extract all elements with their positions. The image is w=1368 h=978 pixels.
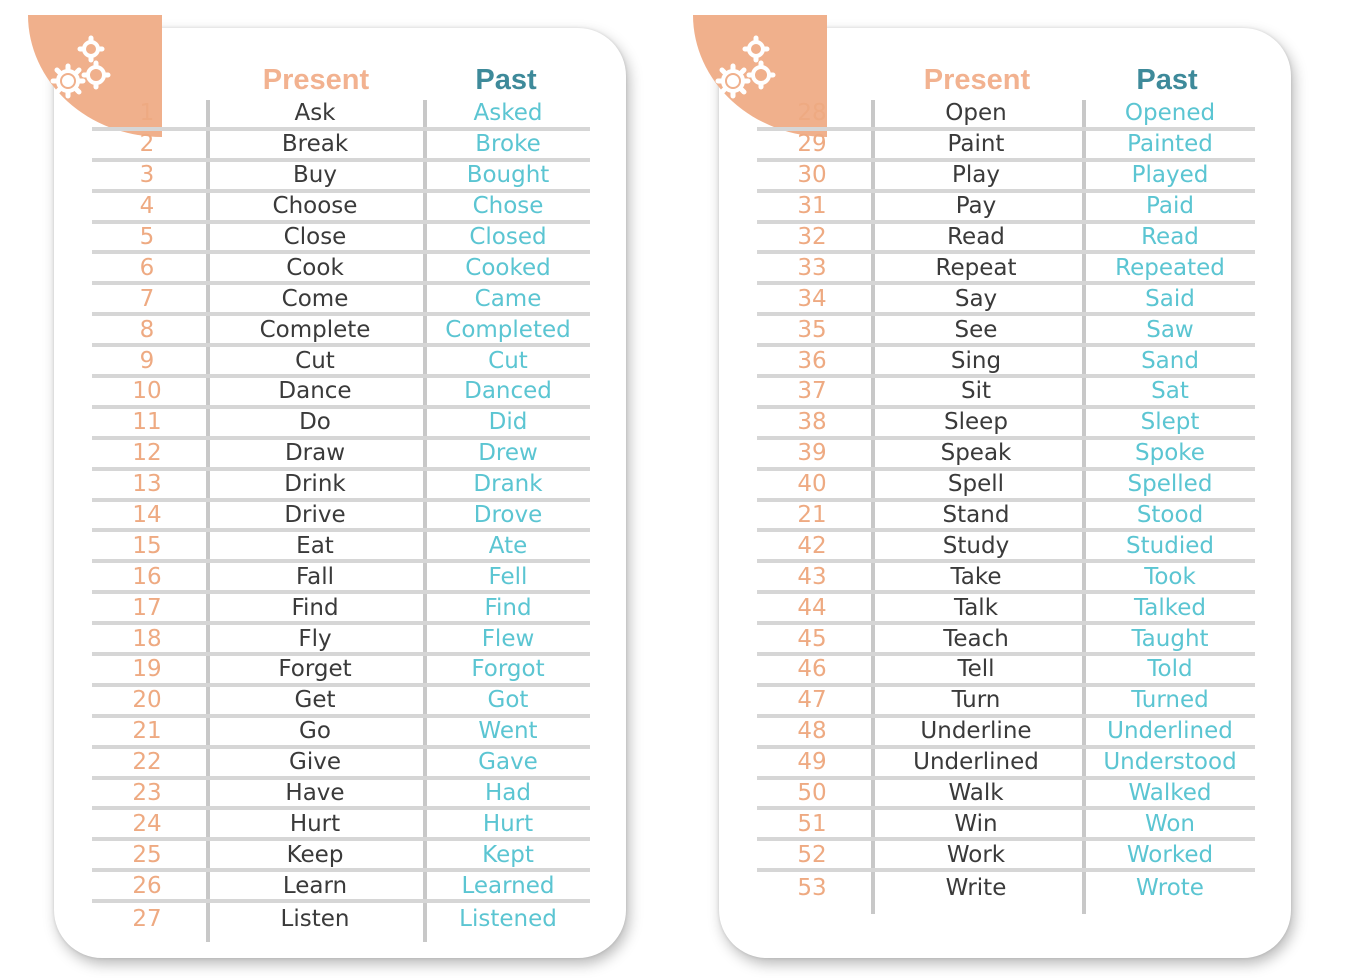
past-verb: Repeated [1115, 254, 1225, 281]
table-row [92, 502, 590, 533]
past-verb: Closed [469, 224, 547, 250]
table-row [92, 378, 590, 409]
table-row [757, 378, 1255, 409]
table-row [92, 625, 590, 656]
present-verb: Eat [296, 532, 334, 559]
row-number: 3 [139, 162, 155, 189]
row-number: 35 [797, 316, 827, 343]
past-verb: Told [1147, 656, 1193, 683]
table-row [757, 749, 1255, 780]
row-number: 16 [132, 563, 162, 590]
present-verb: Draw [284, 440, 346, 467]
row-number: 8 [139, 316, 155, 343]
present-verb: Sleep [944, 409, 1008, 436]
past-verb: Danced [464, 378, 552, 405]
present-verb: See [954, 316, 998, 343]
row-number: 15 [132, 532, 162, 559]
row-number: 31 [797, 193, 827, 220]
present-verb: Close [283, 224, 347, 250]
past-verb: Cut [488, 347, 528, 374]
present-verb: Repeat [935, 254, 1017, 281]
past-verb: Came [474, 285, 542, 312]
table-row [92, 316, 590, 347]
row-number: 11 [132, 409, 162, 436]
present-verb: Sit [960, 378, 991, 405]
past-verb: Stood [1136, 502, 1204, 529]
past-verb: Slept [1140, 409, 1200, 436]
past-verb: Sand [1141, 347, 1199, 374]
past-verb: Painted [1127, 131, 1213, 158]
table-row [757, 471, 1255, 502]
row-number: 18 [132, 625, 162, 652]
table-row [757, 563, 1255, 594]
present-verb: Write [945, 874, 1007, 901]
table-row [757, 594, 1255, 625]
table-row [757, 162, 1255, 193]
present-verb: Speak [940, 440, 1012, 467]
present-verb: Find [291, 594, 339, 621]
present-verb: Do [299, 409, 331, 436]
header-present: Present [262, 64, 370, 96]
present-verb: Talk [953, 594, 999, 621]
present-verb: Win [954, 810, 998, 837]
past-verb: Chose [472, 193, 544, 220]
present-verb: Keep [286, 841, 344, 868]
present-verb: Play [952, 162, 1000, 189]
row-number: 12 [132, 440, 162, 467]
past-verb: Drank [473, 471, 543, 498]
past-verb: Fell [488, 563, 528, 590]
row-number: 21 [132, 718, 162, 745]
present-verb: Choose [272, 193, 358, 220]
verb-table-right [757, 100, 1255, 903]
row-number: 5 [139, 224, 155, 250]
table-row [757, 872, 1255, 903]
present-verb: Tell [957, 656, 995, 683]
gears-icon [711, 31, 791, 111]
present-verb: Buy [293, 162, 337, 189]
table-row [92, 254, 590, 285]
present-verb: Give [289, 749, 341, 776]
past-verb: Worked [1126, 841, 1214, 868]
row-number: 7 [139, 285, 155, 312]
present-verb: Drive [284, 502, 346, 529]
present-verb: Listen [280, 905, 350, 932]
past-verb: Turned [1131, 687, 1209, 714]
present-verb: Break [281, 131, 349, 158]
present-verb: Cut [295, 347, 335, 374]
table-row [92, 718, 590, 749]
past-verb: Took [1144, 563, 1196, 590]
present-verb: Walk [948, 780, 1004, 807]
table-row [757, 780, 1255, 811]
row-number: 47 [797, 687, 827, 714]
present-verb: Take [950, 563, 1002, 590]
table-row [92, 780, 590, 811]
past-verb: Sat [1151, 378, 1189, 405]
present-verb: Work [946, 841, 1006, 868]
table-row [92, 810, 590, 841]
row-number: 9 [139, 347, 155, 374]
row-number: 46 [797, 656, 827, 683]
present-verb: Get [294, 687, 336, 714]
row-number: 49 [797, 749, 827, 776]
past-verb: Wrote [1136, 874, 1204, 901]
past-verb: Find [484, 594, 532, 621]
row-number: 43 [797, 563, 827, 590]
present-verb: Spell [947, 471, 1005, 498]
row-number: 24 [132, 810, 162, 837]
table-row [757, 131, 1255, 162]
row-number: 13 [132, 471, 162, 498]
past-verb: Got [487, 687, 529, 714]
present-verb: Underline [920, 718, 1032, 745]
row-number: 14 [132, 502, 162, 529]
present-verb: Go [299, 718, 331, 745]
table-row [92, 471, 590, 502]
row-number: 2 [139, 131, 155, 158]
past-verb: Had [485, 780, 531, 807]
present-verb: Say [954, 285, 998, 312]
row-number: 27 [132, 905, 162, 932]
table-row [92, 563, 590, 594]
past-verb: Taught [1131, 625, 1209, 652]
table-row [757, 347, 1255, 378]
row-number: 1 [139, 100, 155, 127]
past-verb: Ate [488, 532, 528, 559]
row-number: 26 [132, 872, 162, 899]
past-verb: Cooked [465, 254, 551, 281]
table-row [92, 841, 590, 872]
past-verb: Opened [1124, 100, 1216, 127]
row-number: 25 [132, 841, 162, 868]
table-row [92, 749, 590, 780]
past-verb: Played [1131, 162, 1209, 189]
past-verb: Walked [1128, 780, 1212, 807]
past-verb: Read [1141, 224, 1199, 250]
row-number: 10 [132, 378, 162, 405]
present-verb: Stand [942, 502, 1010, 529]
past-verb: Listened [459, 905, 557, 932]
row-number: 53 [797, 874, 827, 901]
present-verb: Hurt [289, 810, 341, 837]
present-verb: Come [281, 285, 349, 312]
table-row [757, 687, 1255, 718]
past-verb: Learned [461, 872, 555, 899]
table-row [757, 532, 1255, 563]
row-number: 48 [797, 718, 827, 745]
present-verb: Study [942, 532, 1010, 559]
table-row [92, 872, 590, 903]
past-verb: Drove [473, 502, 543, 529]
table-row [92, 131, 590, 162]
table-row [92, 409, 590, 440]
row-number: 40 [797, 471, 827, 498]
row-number: 38 [797, 409, 827, 436]
table-row [757, 440, 1255, 471]
gears-icon [46, 31, 126, 111]
table-row [757, 841, 1255, 872]
table-row [757, 254, 1255, 285]
present-verb: Forget [278, 656, 352, 683]
row-number: 33 [797, 254, 827, 281]
row-number: 30 [797, 162, 827, 189]
past-verb: Asked [473, 100, 543, 127]
table-row [92, 440, 590, 471]
past-verb: Gave [478, 749, 538, 776]
row-number: 17 [132, 594, 162, 621]
present-verb: Turn [951, 687, 1001, 714]
present-verb: Fall [296, 563, 334, 590]
table-row [92, 687, 590, 718]
row-number: 36 [797, 347, 827, 374]
present-verb: Underlined [913, 749, 1039, 776]
past-verb: Paid [1146, 193, 1194, 220]
table-row [92, 903, 590, 934]
row-number: 34 [797, 285, 827, 312]
table-row [92, 285, 590, 316]
present-verb: Drink [284, 471, 346, 498]
table-row [757, 224, 1255, 255]
present-verb: Ask [294, 100, 336, 127]
table-row [92, 193, 590, 224]
present-verb: Read [947, 224, 1005, 250]
row-number: 45 [797, 625, 827, 652]
table-row [757, 193, 1255, 224]
verb-card-right [719, 28, 1291, 958]
table-row [92, 532, 590, 563]
table-row [757, 409, 1255, 440]
verb-table-left [92, 100, 590, 934]
past-verb: Forgot [471, 656, 545, 683]
past-verb: Said [1145, 285, 1195, 312]
row-number: 23 [132, 780, 162, 807]
table-row [757, 502, 1255, 533]
row-number: 4 [139, 193, 155, 220]
present-verb: Have [285, 780, 345, 807]
present-verb: Teach [943, 625, 1009, 652]
row-number: 21 [797, 502, 827, 529]
row-number: 29 [797, 131, 827, 158]
past-verb: Flew [481, 625, 535, 652]
table-row [92, 347, 590, 378]
past-verb: Went [478, 718, 538, 745]
present-verb: Learn [282, 872, 348, 899]
past-verb: Kept [482, 841, 534, 868]
present-verb: Paint [947, 131, 1005, 158]
header-past: Past [1136, 64, 1198, 96]
present-verb: Sing [950, 347, 1002, 374]
table-row [92, 162, 590, 193]
table-row [757, 316, 1255, 347]
table-row [92, 656, 590, 687]
row-number: 20 [132, 687, 162, 714]
table-row [757, 810, 1255, 841]
present-verb: Open [945, 100, 1007, 127]
past-verb: Underlined [1107, 718, 1233, 745]
row-number: 19 [132, 656, 162, 683]
table-row [92, 100, 590, 131]
past-verb: Understood [1103, 749, 1237, 776]
table-row [757, 285, 1255, 316]
past-verb: Studied [1126, 532, 1214, 559]
past-verb: Completed [445, 316, 571, 343]
row-number: 51 [797, 810, 827, 837]
past-verb: Drew [478, 440, 538, 467]
row-number: 44 [797, 594, 827, 621]
header-present: Present [923, 64, 1031, 96]
row-number: 42 [797, 532, 827, 559]
table-row [757, 656, 1255, 687]
present-verb: Dance [278, 378, 352, 405]
present-verb: Complete [259, 316, 371, 343]
row-number: 52 [797, 841, 827, 868]
row-number: 28 [797, 100, 827, 127]
present-verb: Pay [955, 193, 997, 220]
present-verb: Cook [286, 254, 344, 281]
table-row [757, 100, 1255, 131]
row-number: 39 [797, 440, 827, 467]
past-verb: Spelled [1127, 471, 1213, 498]
past-verb: Did [488, 409, 528, 436]
past-verb: Broke [475, 131, 541, 158]
present-verb: Fly [298, 625, 332, 652]
table-row [92, 594, 590, 625]
past-verb: Won [1144, 810, 1196, 837]
table-row [92, 224, 590, 255]
row-number: 37 [797, 378, 827, 405]
row-number: 22 [132, 749, 162, 776]
past-verb: Talked [1134, 594, 1206, 621]
row-number: 6 [139, 254, 155, 281]
row-number: 50 [797, 780, 827, 807]
table-row [757, 718, 1255, 749]
past-verb: Bought [466, 162, 550, 189]
past-verb: Spoke [1135, 440, 1205, 467]
past-verb: Hurt [482, 810, 534, 837]
header-past: Past [475, 64, 537, 96]
past-verb: Saw [1146, 316, 1194, 343]
row-number: 32 [797, 224, 827, 250]
verb-card-left [54, 28, 626, 958]
table-row [757, 625, 1255, 656]
